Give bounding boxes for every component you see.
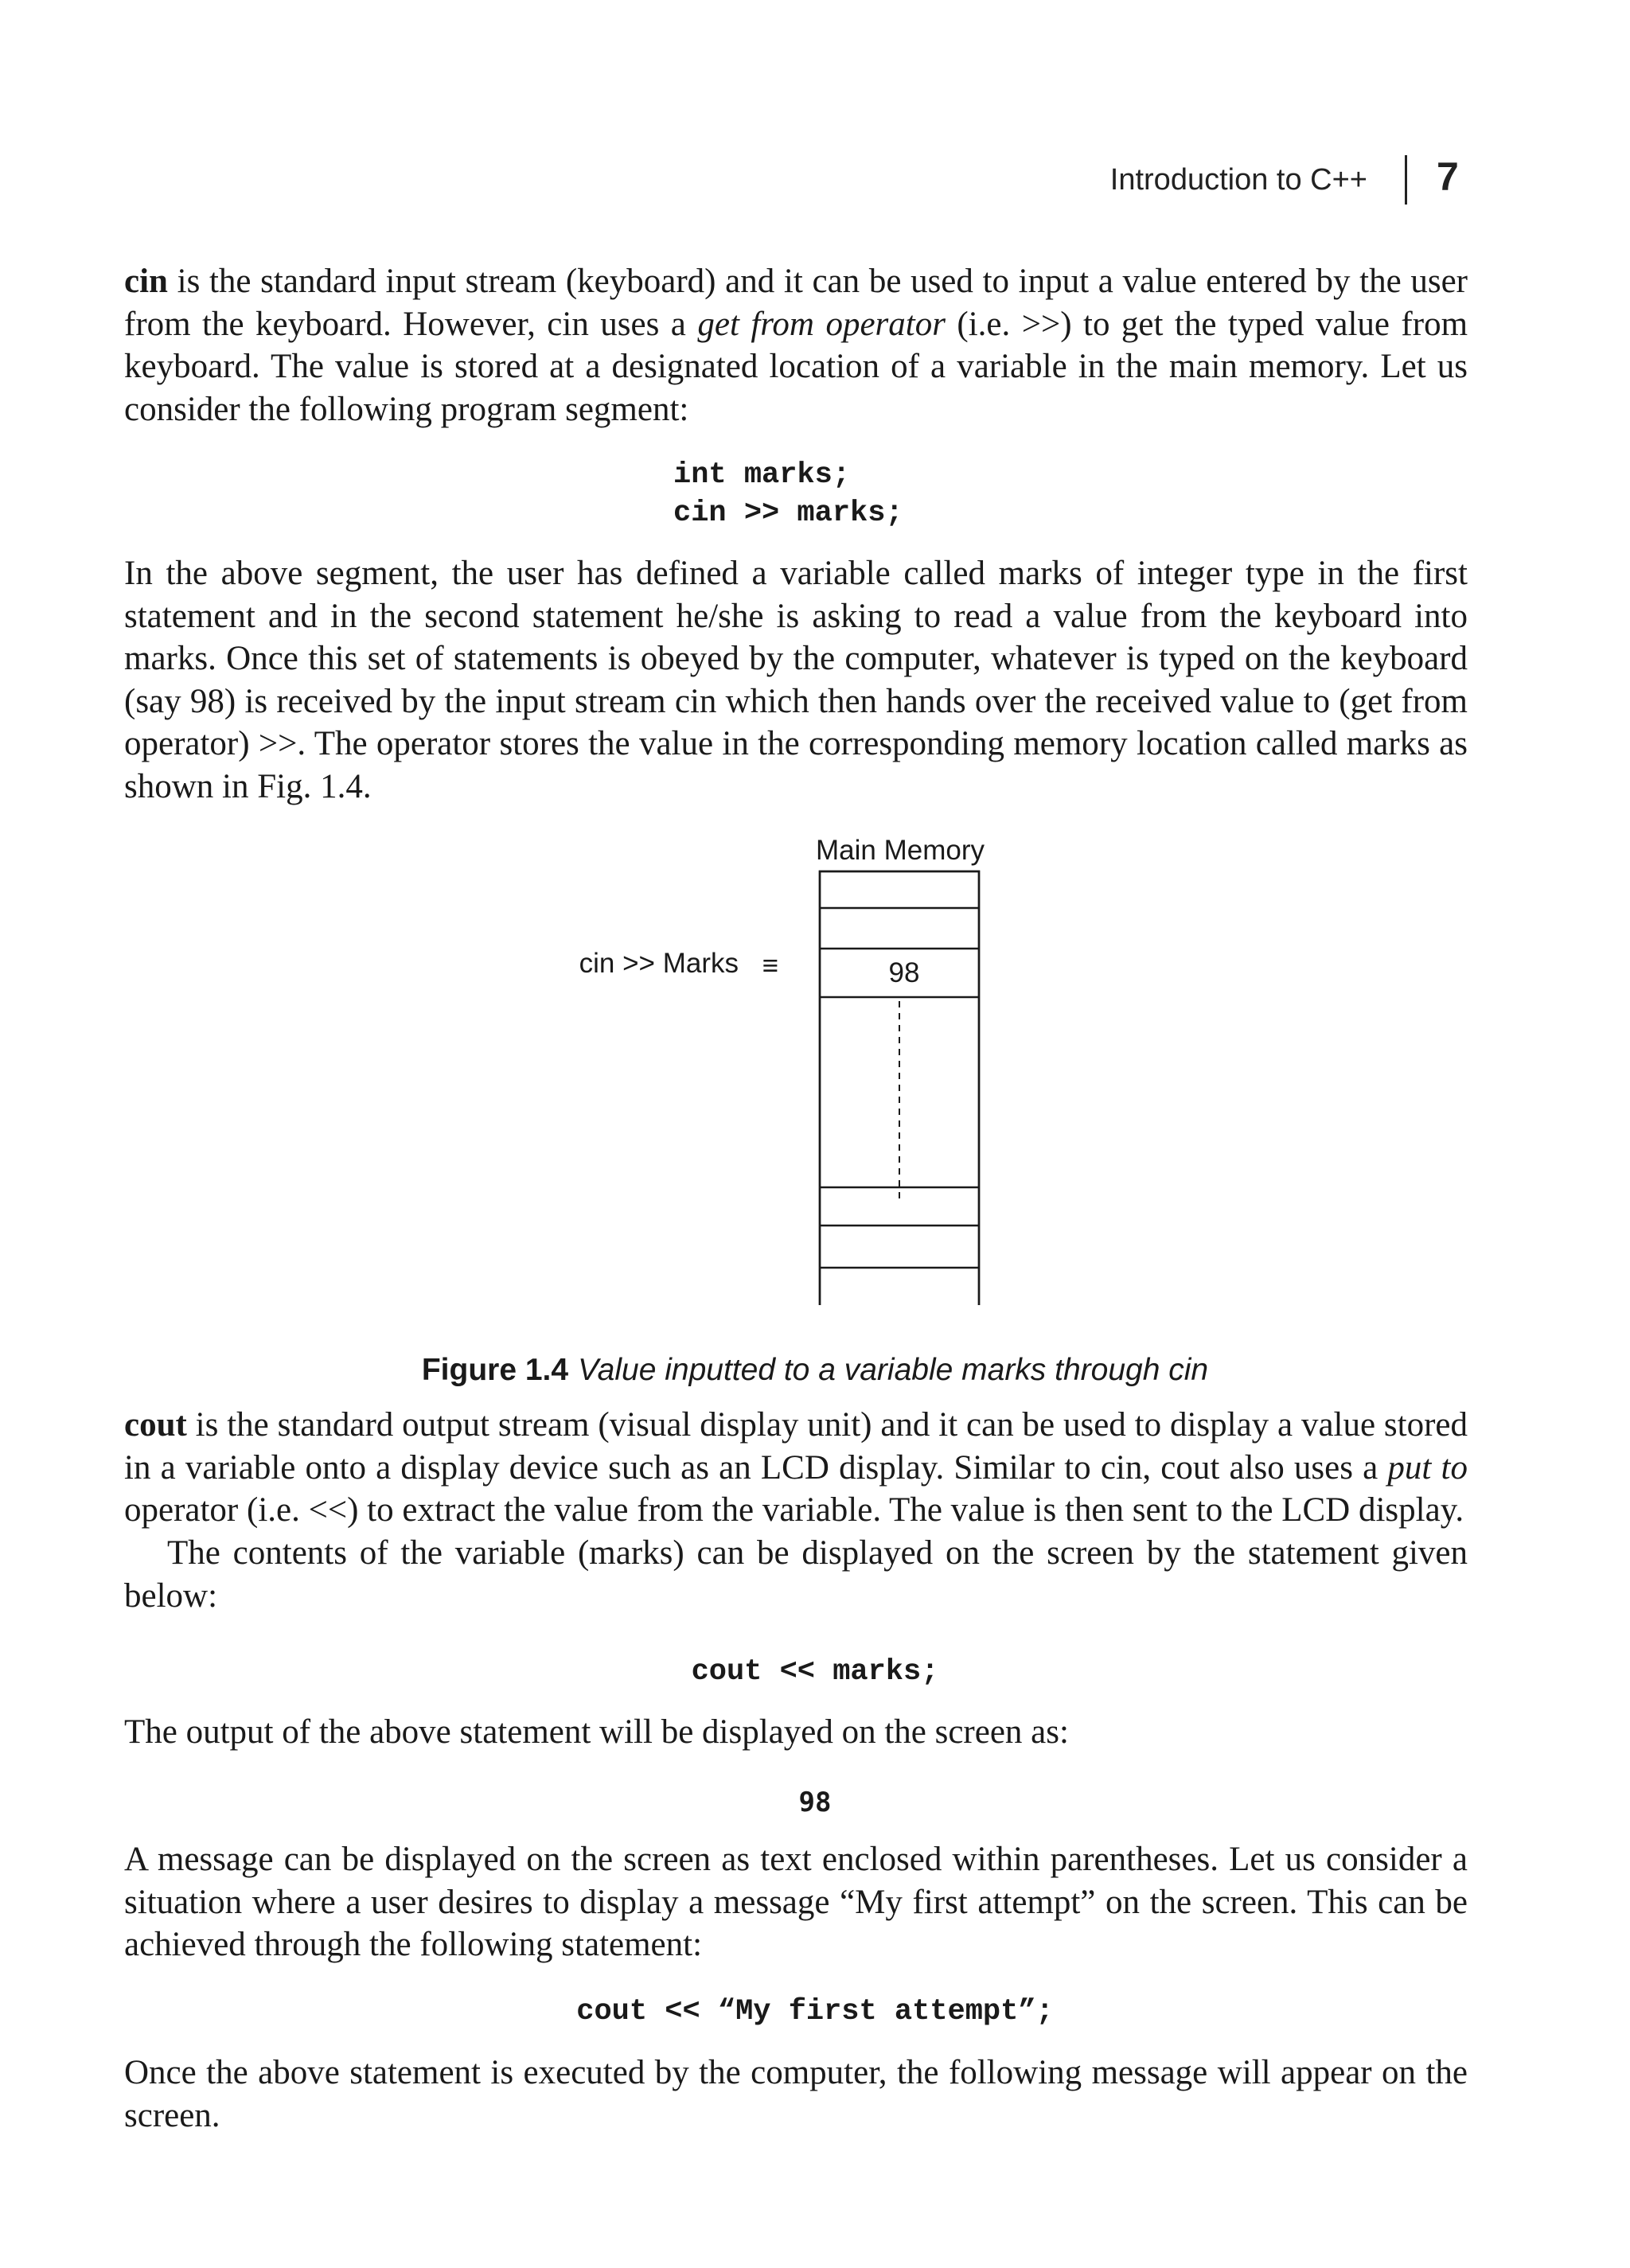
figure-main-memory — [0, 828, 1630, 1305]
paragraph-segment-explanation: In the above segment, the user has defined a variable called marks of integer type in the first statement and in the second statement he/she is asking to read a value from the keyboard into marks. Once this set of statements is obeyed by the computer, whatever is typed on the keyboard (say 98) is received by the input stream cin which then hands over the received value to (get from operator) >>. The operator stores the value in the corresponding memory location called marks as shown in Fig. 1.4. — [124, 555, 1468, 805]
code-block-cin — [673, 456, 903, 532]
paragraph-display-contents: The contents of the variable (marks) can be displayed on the screen by the statement given below: — [124, 1534, 1468, 1615]
term-put-to: put to — [1387, 1448, 1468, 1487]
term-cout: cout — [124, 1406, 187, 1444]
output-value: 98 — [798, 1787, 832, 1818]
paragraph-cin-text-a: is the standard input stream (keyboard) and it can be used to input a value entered by the user from the keyboard. However, cin uses a — [124, 263, 1468, 343]
code-line-cin-marks: cin >> marks; — [673, 497, 903, 530]
paragraph-cout-text-b: operator (i.e. <<) to extract the value from the variable. The value is then sent to the LCD display. — [124, 1491, 1464, 1529]
paragraph-cin — [124, 260, 1468, 431]
running-header-title: Introduction to C++ — [1109, 163, 1367, 197]
figure-equivalence-symbol: ≡ — [762, 950, 779, 981]
header-divider — [1405, 155, 1407, 205]
memory-cell-value: 98 — [888, 957, 920, 988]
figure-caption-number: Figure 1.4 — [421, 1353, 569, 1387]
page-number: 7 — [1437, 154, 1459, 199]
figure-cin-label: cin >> Marks — [579, 948, 739, 979]
paragraph-executed: Once the above statement is executed by the computer, the following message will appear on the screen. — [124, 2054, 1468, 2134]
figure-caption — [0, 1353, 1630, 1388]
paragraph-output-intro: The output of the above statement will be displayed on the screen as: — [124, 1713, 1069, 1751]
code-line-cout-message: cout << “My first attempt”; — [576, 1995, 1054, 2028]
paragraph-message: A message can be displayed on the screen as text enclosed within parentheses. Let us consider a situation where a user desires to display a message “My first attempt” on the screen. This can be achieved through the following statement: — [124, 1841, 1468, 1963]
paragraph-cin-text-b: (i.e. >>) to get the typed value from keyboard. The value is stored at a designated location of a variable in the main memory. Let us consider the following program segment: — [124, 305, 1468, 428]
figure-memory-label: Main Memory — [816, 835, 985, 866]
code-line-int-marks: int marks; — [673, 458, 851, 492]
figure-caption-text: Value inputted to a variable marks through cin — [578, 1353, 1209, 1387]
paragraph-cout-text-a: is the standard output stream (visual display unit) and it can be used to display a value stored in a variable onto a display device such as an LCD display. Similar to cin, cout also uses a — [124, 1406, 1468, 1487]
term-get-from-operator: get from operator — [697, 305, 946, 343]
paragraph-cout — [124, 1404, 1468, 1532]
term-cin: cin — [124, 263, 168, 300]
code-line-cout-marks: cout << marks; — [691, 1655, 939, 1689]
